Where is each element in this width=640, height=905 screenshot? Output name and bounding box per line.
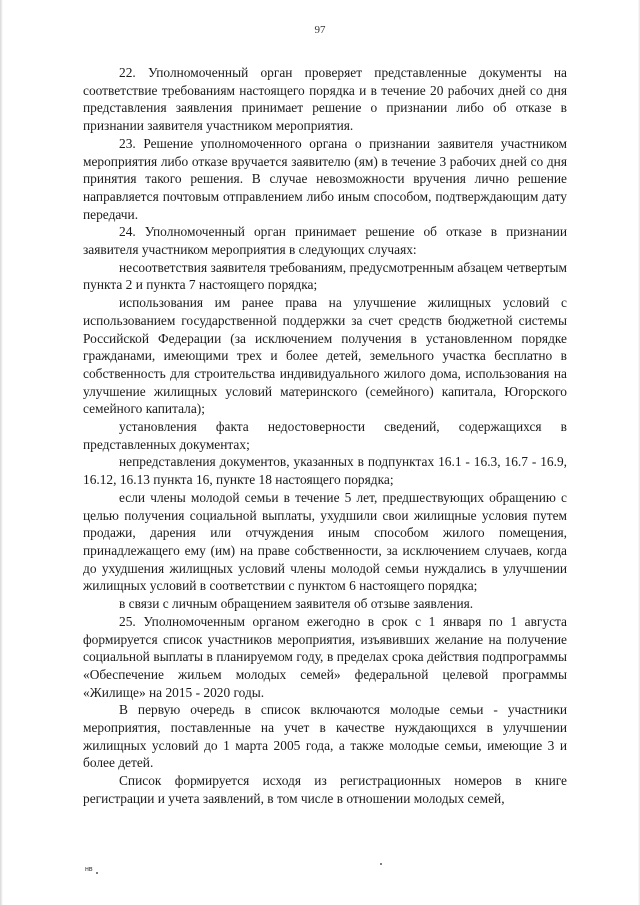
paragraph-25-list-formation: Список формируется исходя из регистрационных номеров в книге регистрации и учета заявлений, в том числе в отношении молодых семей,: [83, 773, 567, 806]
paragraph-25-priority: В первую очередь в список включаются молодые семьи - участники мероприятия, поставленные на учет в качестве нуждающихся в улучшении жилищных условий до 1 марта 2005 года, а также молодые семьи, имеющие 3 и более детей.: [83, 702, 567, 771]
page-number: 97: [314, 24, 326, 36]
paragraph-24-case-5: если члены молодой семьи в течение 5 лет, предшествующих обращению с целью получения социальной выплаты, ухудшили свои жилищные условия путем продажи, дарения или отчуждения иным способом жилого помещения, принадлежащего ему (им) на праве собственности, за исключением случаев, когда до ухудшения жилищных условий члены молодой семьи нуждались в улучшении жилищных условий в соответствии с пунктом 6 настоящего порядка;: [83, 489, 567, 594]
paragraph-24: 24. Уполномоченный орган принимает решение об отказе в признании заявителя участником мероприятия в следующих случаях:: [83, 224, 567, 258]
scan-edge-left: [0, 0, 3, 905]
paragraph-22: 22. Уполномоченный орган проверяет представленные документы на соответствие требованиям настоящего порядка и в течение 20 рабочих дней со дня представления заявления принимает решение о признании либо об отказе в признании заявителя участником мероприятия.: [83, 65, 567, 134]
paragraph-24-case-1: несоответствия заявителя требованиям, предусмотренным абзацем четвертым пункта 2 и пункта 7 настоящего порядка;: [83, 259, 567, 293]
footer-dot: [380, 863, 382, 865]
footer-dot: [96, 872, 98, 874]
paragraph-25: 25. Уполномоченным органом ежегодно в срок с 1 января по 1 августа формируется список участников мероприятия, изъявивших желание на получение социальной выплаты в планируемом году, в пределах срока действия подпрограммы «Обеспечение жильем молодых семей» федеральной целевой программы «Жилище» на 2015 - 2020 годы.: [83, 613, 567, 700]
paragraph-24-case-6: в связи с личным обращением заявителя об отзыве заявления.: [119, 596, 474, 612]
document-body: [83, 64, 567, 808]
footer-initials: нв: [85, 866, 93, 873]
paragraph-24-case-4: непредставления документов, указанных в подпунктах 16.1 - 16.3, 16.7 - 16.9, 16.12, 16.13 пункта 16, пункте 18 настоящего порядка;: [83, 454, 567, 488]
paragraph-24-case-2: использования им ранее права на улучшение жилищных условий с использованием государственной поддержки за счет средств бюджетной системы Российской Федерации (за исключением получения в установленном порядке гражданами, имеющими трех и более детей, земельного участка бесплатно в собственность для строительства индивидуального жилого дома, использования на улучшение жилищных условий материнского (семейного) капитала, Югорского семейного капитала);: [83, 295, 567, 417]
paragraph-23: 23. Решение уполномоченного органа о признании заявителя участником мероприятия либо отказе вручается заявителю (ям) в течение 3 рабочих дней со дня принятия такого решения. В случае невозможности вручения лично решение направляется почтовым отправлением либо иным способом, подтверждающим дату передачи.: [83, 135, 567, 222]
paragraph-24-case-3: установления факта недостоверности сведений, содержащихся в представленных документах;: [83, 419, 567, 452]
